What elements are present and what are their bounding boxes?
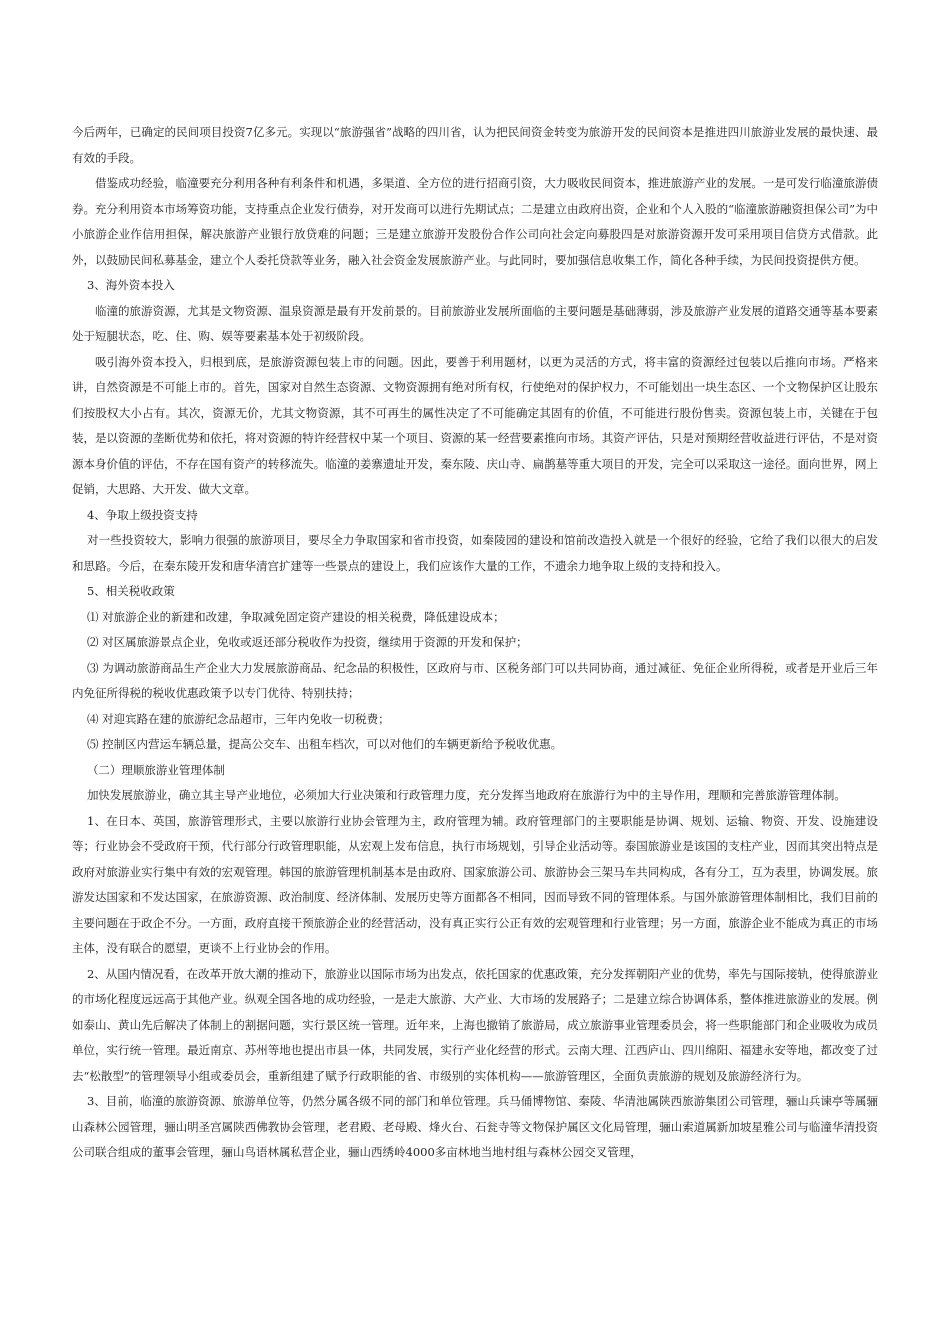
paragraph: 2、从国内情况看，在改革开放大潮的推动下，旅游业以国际市场为出发点，依托国家的优惠政策，充分发挥朝阳产业的优势，率先与国际接轨，使得旅游业的市场化程度远远高于其他产业。纵观全国各地的成功经验，一是走大旅游、大产业、大市场的发展路子；二是建立综合协调体系，整体推进旅游业的发展。例如泰山、黄山先后解决了体制上的割据问题，实行景区统一管理。近年来，上海也撤销了旅游局，成立旅游事业管理委员会，将一些职能部门和企业吸收为成员单位，实行统一管理。最近南京、苏州等地也提出市县一体，共同发展，实行产业化经营的形式。云南大理、江西庐山、四川绵阳、福建永安等地，都改变了过去“松散型”的管理领导小组或委员会，重新组建了赋予行政职能的省、市级别的实体机构——旅游管理区，全面负责旅游的规划及旅游经济行为。 (72, 966, 878, 1083)
list-item: ⑶ 为调动旅游商品生产企业大力发展旅游商品、纪念品的积极性，区政府与市、区税务部门可以共同协商，通过减征、免征企业所得税，或者是开业后三年内免征所得税的税收优惠政策予以专门优待、特别扶持； (72, 660, 878, 700)
paragraph: 1、在日本、英国，旅游管理形式，主要以旅游行业协会管理为主，政府管理为辅。政府管理部门的主要职能是协调、规划、运输、物资、开发、设施建设等；行业协会不受政府干预，代行部分行政管理职能，从宏观上发布信息，执行市场规划，引导企业活动等。泰国旅游业是该国的支柱产业，因而其突出特点是政府对旅游业实行集中有效的宏观管理。韩国的旅游管理机制基本是由政府、国家旅游公司、旅游协会三架马车共同构成，各有分工，互为表里，协调发展。旅游发达国家和不发达国家，在旅游资源、政治制度、经济体制、发展历史等方面都各不相同，因而导致不同的管理体系。与国外旅游管理体制相比，我们目前的主要问题在于政企不分。一方面，政府直接干预旅游企业的经营活动，没有真正实行公正有效的宏观管理和行业管理；另一方面，旅游企业不能成为真正的市场主体，没有联合的愿望，更谈不上行业协会的作用。 (72, 813, 878, 955)
section-heading: 5、相关税收政策 (86, 584, 175, 598)
paragraph: 借鉴成功经验，临潼要充分利用各种有利条件和机遇，多渠道、全方位的进行招商引资，大力吸收民间资本，推进旅游产业的发展。一是可发行临潼旅游债券。充分利用资本市场筹资功能，支持重点企业发行债券，对开发商可以进行先期试点；二是建立由政府出资，企业和个人入股的“临潼旅游融资担保公司”为中小旅游企业作信用担保，解决旅游产业银行放贷难的问题；三是建立旅游开发股份合作公司向社会定向募股四是对旅游资源开发可采用项目信贷方式借款。此外，以鼓励民间私募基金，建立个人委托贷款等业务，融入社会资金发展旅游产业。与此同时，要加强信息收集工作，简化各种手续，为民间投资提供方便。 (72, 176, 878, 267)
paragraph: 3、目前，临潼的旅游资源、旅游单位等，仍然分属各级不同的部门和单位管理。兵马俑博物馆、秦陵、华清池属陕西旅游集团公司管理，骊山兵谏亭等属骊山森林公园管理，骊山明圣宫属陕西佛教协会管理，老君殿、老母殿、烽火台、石瓮寺等文物保护属区文化局管理，骊山索道属新加坡星雅公司与临潼华清投资公司联合组成的董事会管理，骊山鸟语林属私营企业，骊山西绣岭4000多亩林地当地村组与森林公园交叉管理， (72, 1094, 878, 1159)
paragraph: 加快发展旅游业，确立其主导产业地位，必须加大行业决策和行政管理力度，充分发挥当地政府在旅游行为中的主导作用，理顺和完善旅游管理体制。 (86, 788, 846, 802)
paragraph: 对一些投资较大，影响力很强的旅游项目，要尽全力争取国家和省市投资，如秦陵园的建设和馆前改造投入就是一个很好的经验，它给了我们以很大的启发和思路。今后，在秦东陵开发和唐华清宫扩建等一些景点的建设上，我们应该作大量的工作，不遗余力地争取上级的支持和投入。 (72, 533, 878, 573)
list-item: ⑵ 对区属旅游景点企业，免收或返还部分税收作为投资，继续用于资源的开发和保护； (86, 635, 528, 649)
list-item: ⑸ 控制区内营运车辆总量，提高公交车、出租车档次，可以对他们的车辆更新给予税收优惠。 (86, 737, 563, 751)
section-heading: 3、海外资本投入 (86, 278, 175, 292)
document-page (72, 120, 878, 1166)
list-item: ⑴ 对旅游企业的新建和改建，争取减免固定资产建设的相关税费，降低建设成本； (86, 609, 505, 624)
section-heading: 4、争取上级投资支持 (86, 507, 198, 522)
section-heading: （二）理顺旅游业管理体制 (86, 762, 225, 777)
paragraph: 临潼的旅游资源，尤其是文物资源、温泉资源是最有开发前景的。目前旅游业发展所面临的主要问题是基础薄弱，涉及旅游产业发展的道路交通等基本要素处于短腿状态，吃、住、购、娱等要素基本处于初级阶段。 (72, 303, 878, 343)
list-item: ⑷ 对迎宾路在建的旅游纪念品超市，三年内免收一切税费； (86, 711, 390, 726)
paragraph: 吸引海外资本投入，归根到底，是旅游资源包装上市的问题。因此，要善于利用题材，以更为灵活的方式，将丰富的资源经过包装以后推向市场。严格来讲，自然资源是不可能上市的。首先，国家对自然生态资源、文物资源拥有绝对所有权，行使绝对的保护权力，不可能划出一块生态区、一个文物保护区让股东们按股权大小占有。其次，资源无价，尤其文物资源，其不可再生的属性决定了不可能确定其固有的价值，不可能进行股份售卖。资源包装上市，关键在于包装，是以资源的垄断优势和依托，将对资源的特许经营权中某一个项目、资源的某一经营要素推向市场。其资产评估，只是对预期经营收益进行评估，不是对资源本身价值的评估，不存在国有资产的转移流失。临潼的姜寨遗址开发，秦东陵、庆山寺、扁鹊墓等重大项目的开发，完全可以采取这一途径。面向世界，网上促销，大思路、大开发、做大文章。 (72, 354, 878, 496)
paragraph: 今后两年，已确定的民间项目投资7亿多元。实现以“旅游强省”战略的四川省，认为把民间资金转变为旅游开发的民间资本是推进四川旅游业发展的最快速、最有效的手段。 (72, 125, 878, 165)
